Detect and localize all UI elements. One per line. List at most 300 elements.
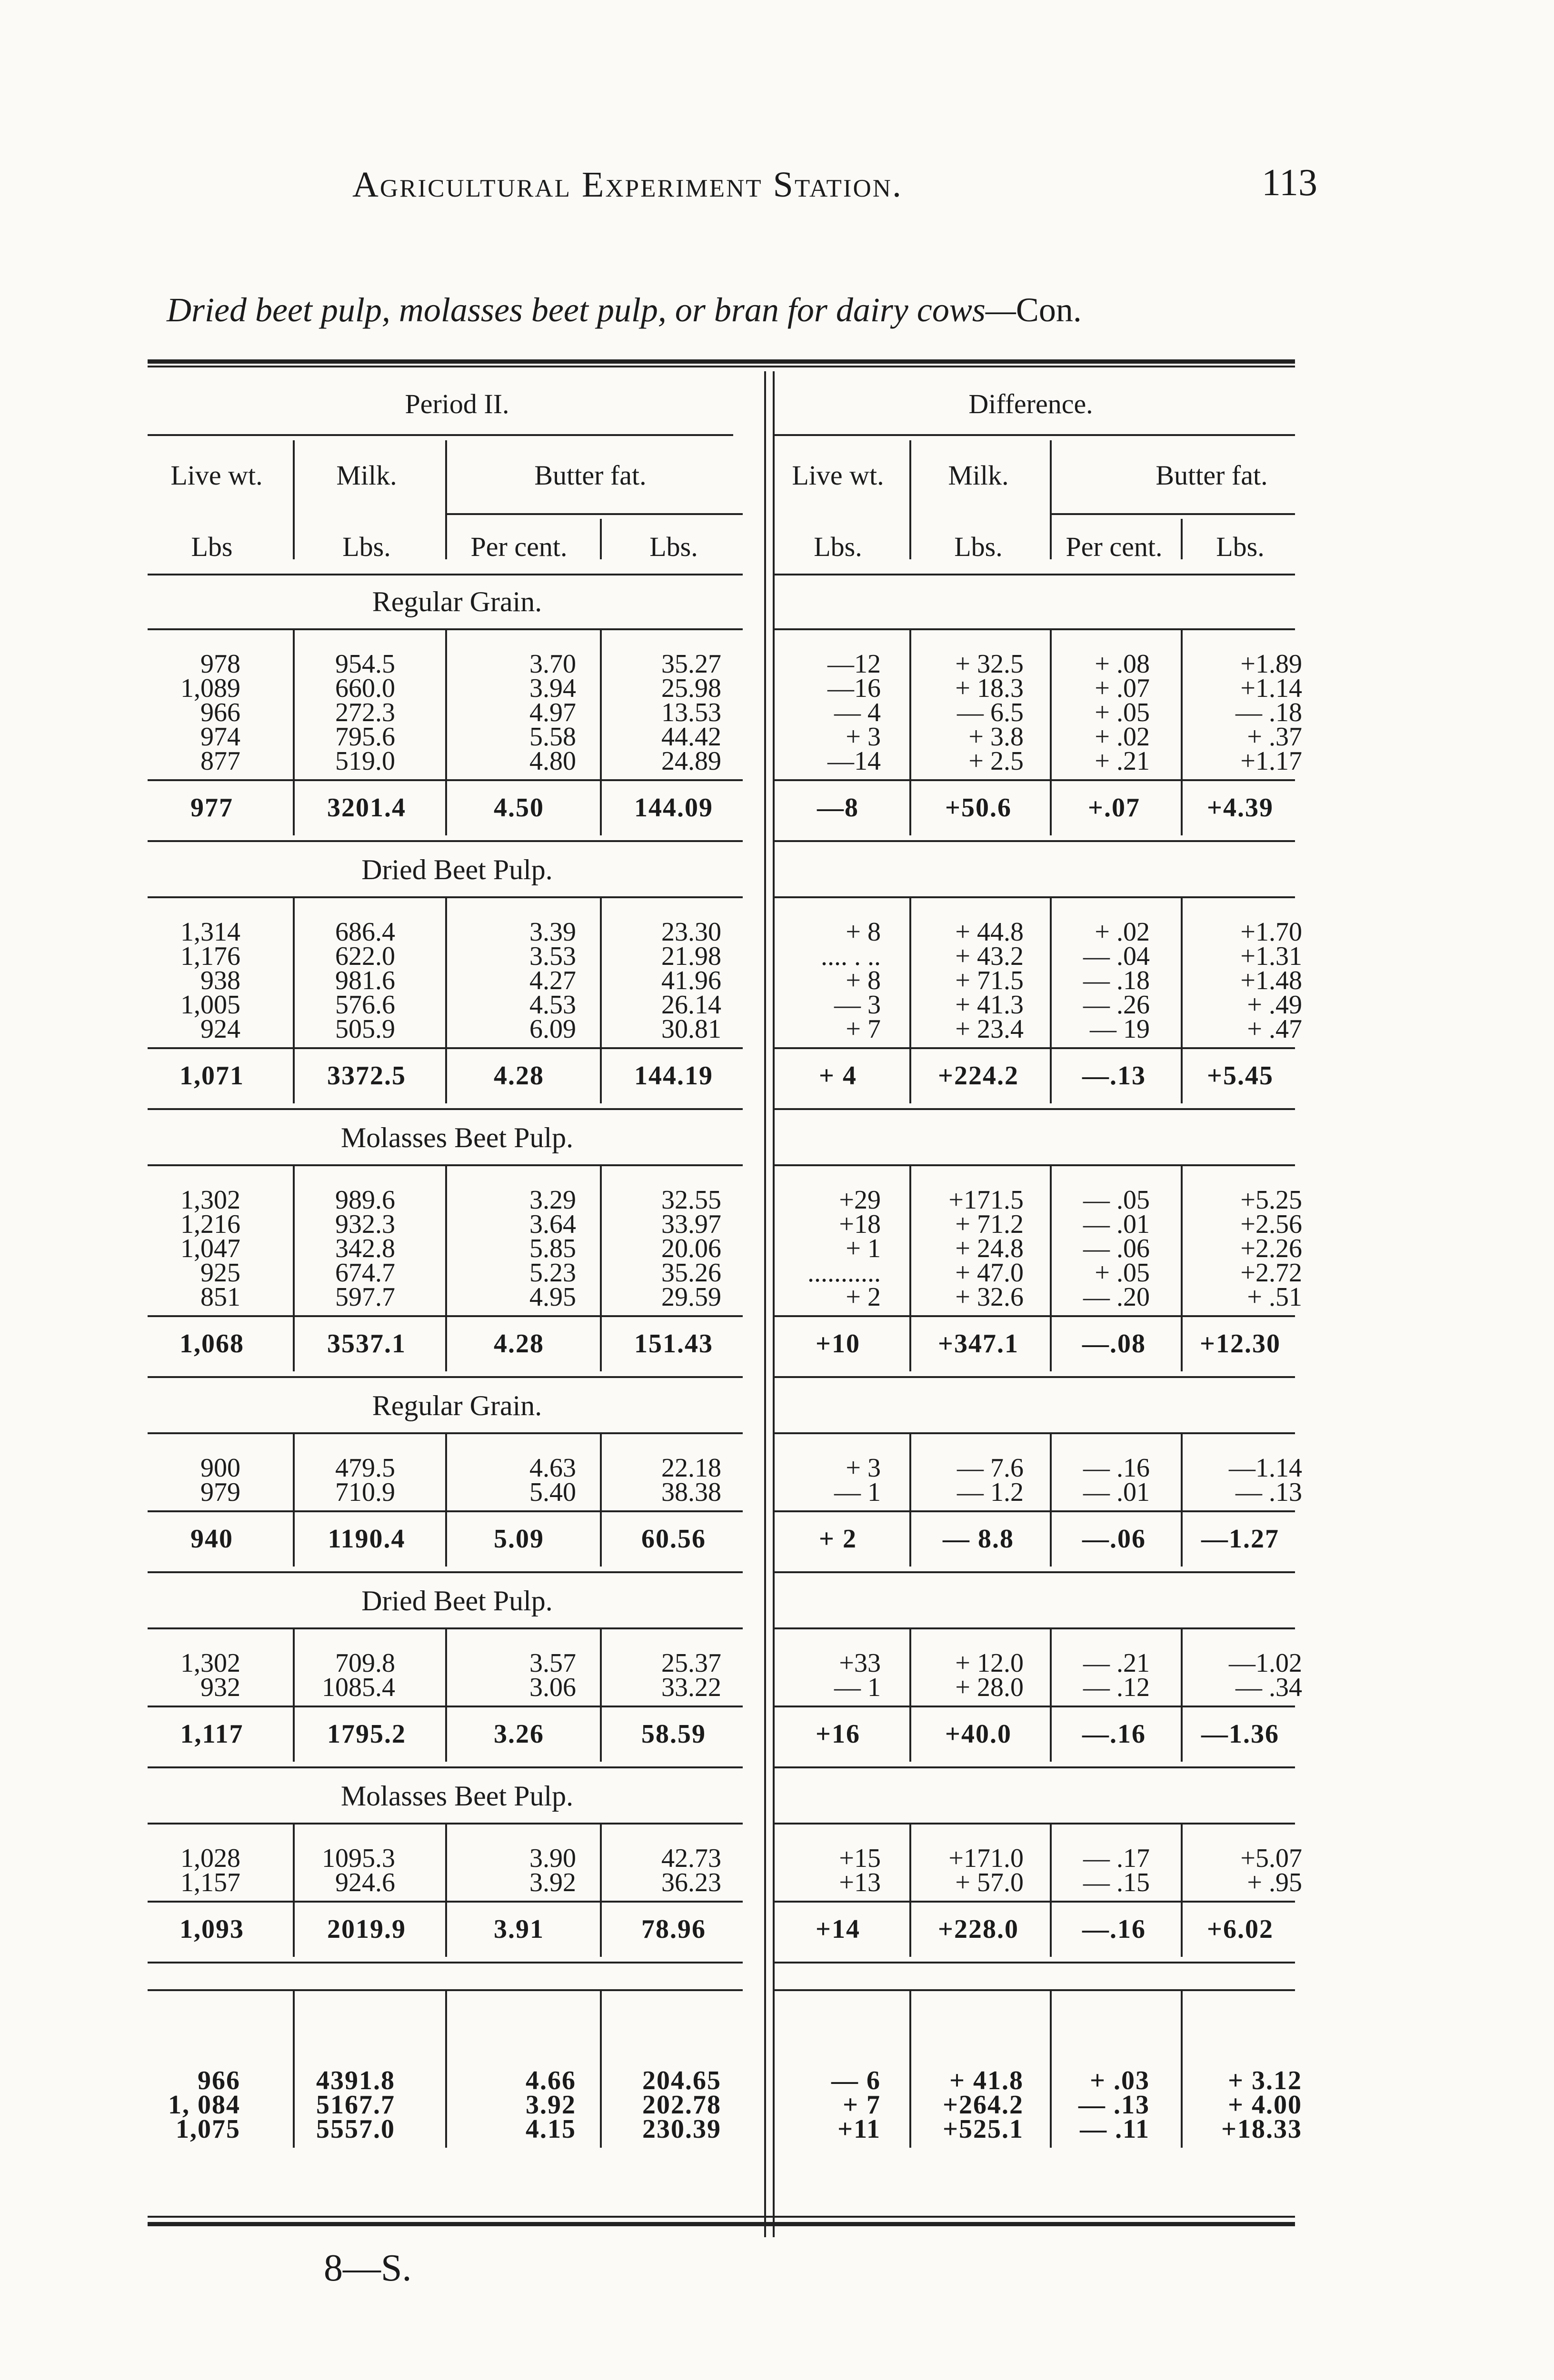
unit-header: Lbs. [954,531,1003,562]
data-cell: + 23.4 [955,1014,1024,1044]
data-cell: +5.25 [1240,1185,1302,1215]
rule-vertical [600,628,602,835]
summary-cell: + 7 [843,2090,881,2120]
data-cell: — 1 [834,1478,881,1507]
rule-vertical [909,1432,911,1567]
unit-header: Lbs. [342,531,391,562]
data-cell: — .17 [1083,1844,1150,1873]
section-total: —8 [817,793,859,823]
rule-vertical [293,1823,295,1957]
section-total: 4.50 [494,793,544,823]
data-cell: 4.63 [529,1453,576,1483]
diff-header-butter-fat: Butter fat. [1156,460,1268,491]
section-total: —1.36 [1201,1719,1279,1749]
section-title: Molasses Beet Pulp. [340,1780,574,1812]
rule-horizontal [774,779,1295,781]
data-cell: 4.53 [529,990,576,1020]
data-cell: 13.53 [661,698,721,727]
data-cell: + 8 [846,917,881,947]
summary-cell: 5557.0 [316,2114,395,2144]
section-total: 4.28 [494,1329,544,1359]
data-cell: 272.3 [335,698,395,727]
summary-cell: 4.15 [526,2114,576,2144]
data-cell: 979 [200,1478,240,1507]
data-cell: +2.56 [1240,1210,1302,1239]
data-cell: 36.23 [661,1868,721,1897]
rule-vertical [445,1627,447,1762]
data-cell: + .02 [1095,722,1150,752]
section-total: +347.1 [938,1329,1019,1359]
section-total: — 8.8 [943,1524,1014,1554]
data-cell: +1.70 [1240,917,1302,947]
rule-horizontal [148,359,1295,364]
data-cell: 35.26 [661,1258,721,1288]
data-cell: 3.53 [529,942,576,971]
data-cell: 35.27 [661,649,721,679]
data-cell: + .37 [1247,722,1302,752]
rule-horizontal [148,1376,743,1378]
section-total: + 4 [819,1061,857,1091]
data-cell: + 2 [846,1282,881,1312]
data-cell: — .20 [1083,1282,1150,1312]
page-number: 113 [1262,162,1318,204]
section-total: 940 [190,1524,233,1554]
data-cell: 932.3 [335,1210,395,1239]
data-cell: 924 [200,1014,240,1044]
data-cell: 25.98 [661,674,721,703]
rule-vertical [600,519,602,559]
data-cell: —16 [827,674,881,703]
data-cell: 576.6 [335,990,395,1020]
data-cell: 33.22 [661,1673,721,1702]
data-cell: 3.64 [529,1210,576,1239]
rule-vertical [1050,1823,1052,1957]
section-title: Regular Grain. [372,586,542,617]
data-cell: 3.39 [529,917,576,947]
data-cell: + 3 [846,722,881,752]
section-title: Regular Grain. [372,1390,542,1421]
col-header-milk: Milk. [336,460,397,491]
data-cell: + .47 [1247,1014,1302,1044]
data-cell: 5.40 [529,1478,576,1507]
data-cell: 622.0 [335,942,395,971]
data-cell: +2.26 [1240,1234,1302,1263]
rule-horizontal [774,896,1295,898]
data-cell: —14 [827,746,881,776]
summary-cell: — .13 [1078,2090,1150,2120]
rule-vertical [1050,1432,1052,1567]
data-cell: 21.98 [661,942,721,971]
rule-vertical [445,1432,447,1567]
data-cell: — .18 [1083,966,1150,995]
rule-vertical [445,628,447,835]
rule-horizontal [445,513,743,515]
data-cell: 3.90 [529,1844,576,1873]
section-total: +228.0 [938,1914,1019,1944]
rule-vertical [445,896,447,1103]
data-cell: 41.96 [661,966,721,995]
diff-header-milk: Milk. [948,460,1009,491]
rule-vertical [445,440,447,559]
data-cell: + 3.8 [968,722,1024,752]
data-cell: 44.42 [661,722,721,752]
data-cell: .... . .. [821,942,881,971]
summary-cell: + 41.8 [949,2066,1024,2095]
section-total: —1.27 [1201,1524,1279,1554]
section-total: +16 [816,1719,860,1749]
section-total: +4.39 [1207,793,1274,823]
data-cell: + .02 [1095,917,1150,947]
data-cell: 1,028 [180,1844,240,1873]
data-cell: +1.48 [1240,966,1302,995]
section-title: Dried Beet Pulp. [361,854,553,885]
rule-horizontal [148,434,733,436]
data-cell: — 1 [834,1673,881,1702]
data-cell: + 2.5 [968,746,1024,776]
data-cell: — 7.6 [957,1453,1024,1483]
section-total: —.16 [1082,1719,1146,1749]
data-cell: 710.9 [335,1478,395,1507]
unit-header: Per cent. [1066,531,1163,562]
section-total: 3.91 [494,1914,544,1944]
data-cell: 978 [200,649,240,679]
data-cell: 932 [200,1673,240,1702]
data-cell: + 1 [846,1234,881,1263]
rule-vertical [600,1432,602,1567]
section-total: +50.6 [945,793,1012,823]
rule-vertical [1181,519,1183,559]
data-cell: 4.80 [529,746,576,776]
rule-horizontal [148,840,743,842]
data-cell: + .21 [1095,746,1150,776]
data-cell: 3.94 [529,674,576,703]
data-cell: 709.8 [335,1648,395,1678]
data-cell: 20.06 [661,1234,721,1263]
data-cell: +1.14 [1240,674,1302,703]
data-cell: 660.0 [335,674,395,703]
data-cell: — .13 [1235,1478,1302,1507]
rule-horizontal [1050,513,1295,515]
rule-horizontal [148,1962,743,1964]
data-cell: 505.9 [335,1014,395,1044]
data-cell: 966 [200,698,240,727]
data-cell: 3.70 [529,649,576,679]
rule-horizontal [148,2216,1295,2218]
section-total: —.16 [1082,1914,1146,1944]
rule-vertical [445,1823,447,1957]
data-cell: + .08 [1095,649,1150,679]
section-total: +14 [816,1914,860,1944]
data-cell: — 1.2 [957,1478,1024,1507]
summary-cell: 4.66 [526,2066,576,2095]
rule-horizontal [774,434,1295,436]
rule-horizontal [148,1108,743,1110]
data-cell: — .06 [1083,1234,1150,1263]
data-cell: + 43.2 [955,942,1024,971]
caption-cont: Con. [1016,291,1082,329]
rule-horizontal [148,366,1295,367]
rule-vertical [293,1432,295,1567]
section-total: 1,071 [179,1061,244,1091]
section-total: 144.19 [634,1061,713,1091]
rule-vertical [1181,628,1183,835]
section-total: +6.02 [1207,1914,1274,1944]
summary-cell: + 4.00 [1228,2090,1302,2120]
rule-horizontal [774,1164,1295,1166]
section-total: 1,117 [180,1719,244,1749]
rule-horizontal [774,628,1295,630]
section-total: + 2 [819,1524,857,1554]
data-cell: — .16 [1083,1453,1150,1483]
data-cell: + 32.5 [955,649,1024,679]
summary-cell: 1, 084 [168,2090,240,2120]
data-cell: + 44.8 [955,917,1024,947]
rule-horizontal [774,1432,1295,1434]
section-total: 60.56 [641,1524,706,1554]
data-cell: — .04 [1083,942,1150,971]
rule-vertical [909,1164,911,1371]
data-cell: 3.92 [529,1868,576,1897]
section-total: 151.43 [634,1329,713,1359]
rule-vertical [1181,1164,1183,1371]
data-cell: 29.59 [661,1282,721,1312]
rule-vertical [600,1823,602,1957]
summary-cell: 204.65 [642,2066,721,2095]
unit-header: Lbs. [649,531,698,562]
rule-vertical [1050,1164,1052,1371]
data-cell: 1,089 [180,674,240,703]
data-cell: — .15 [1083,1868,1150,1897]
data-cell: + 71.2 [955,1210,1024,1239]
rule-vertical [909,1823,911,1957]
data-cell: +5.07 [1240,1844,1302,1873]
data-cell: 38.38 [661,1478,721,1507]
data-cell: +15 [839,1844,881,1873]
unit-header: Lbs. [1216,531,1265,562]
data-cell: 1,005 [180,990,240,1020]
unit-header: Lbs. [814,531,862,562]
data-cell: + .05 [1095,1258,1150,1288]
data-cell: 954.5 [335,649,395,679]
rule-horizontal [774,1315,1295,1317]
summary-cell: 202.78 [642,2090,721,2120]
data-cell: + 7 [846,1014,881,1044]
col-header-live-wt: Live wt. [170,460,263,491]
section-total: +10 [816,1329,860,1359]
data-cell: + 41.3 [955,990,1024,1020]
section-total: —.08 [1082,1329,1146,1359]
data-cell: +33 [839,1648,881,1678]
data-cell: 3.57 [529,1648,576,1678]
data-cell: + 28.0 [955,1673,1024,1702]
section-total: 2019.9 [327,1914,406,1944]
data-cell: + 71.5 [955,966,1024,995]
data-cell: 686.4 [335,917,395,947]
signature-mark: 8—S. [324,2247,412,2289]
data-cell: +13 [839,1868,881,1897]
rule-vertical [1181,1823,1183,1957]
data-cell: —1.14 [1229,1453,1302,1483]
data-cell: 938 [200,966,240,995]
data-cell: — .26 [1083,990,1150,1020]
section-total: 1795.2 [327,1719,406,1749]
data-cell: 26.14 [661,990,721,1020]
summary-cell: +11 [837,2114,881,2144]
group-header-period: Period II. [405,388,509,419]
data-cell: 974 [200,722,240,752]
data-cell: 989.6 [335,1185,395,1215]
data-cell: 1,314 [180,917,240,947]
data-cell: — .05 [1083,1185,1150,1215]
data-cell: — 6.5 [957,698,1024,727]
rule-horizontal [148,2222,1295,2226]
rule-horizontal [774,1047,1295,1049]
data-cell: 981.6 [335,966,395,995]
data-cell: —1.02 [1229,1648,1302,1678]
data-cell: 1,302 [180,1648,240,1678]
data-cell: + 47.0 [955,1258,1024,1288]
section-total: 5.09 [494,1524,544,1554]
data-cell: 795.6 [335,722,395,752]
rule-vertical [293,440,295,559]
data-cell: 851 [200,1282,240,1312]
rule-vertical [1181,1989,1183,2148]
data-cell: 23.30 [661,917,721,947]
rule-vertical [1050,628,1052,835]
rule-horizontal [774,1510,1295,1512]
summary-cell: +525.1 [943,2114,1024,2144]
section-total: +40.0 [945,1719,1012,1749]
data-cell: — .12 [1083,1673,1150,1702]
section-title: Dried Beet Pulp. [361,1585,553,1616]
data-cell: 597.7 [335,1282,395,1312]
data-cell: + .49 [1247,990,1302,1020]
rule-vertical [293,1627,295,1762]
data-cell: +29 [839,1185,881,1215]
unit-header: Lbs [191,531,233,562]
section-total: 1,093 [179,1914,244,1944]
section-total: +.07 [1088,793,1140,823]
rule-horizontal [148,1571,743,1573]
rule-horizontal [774,1571,1295,1573]
data-cell: 1,047 [180,1234,240,1263]
data-cell: 1,157 [180,1868,240,1897]
data-cell: 4.95 [529,1282,576,1312]
section-total: +224.2 [938,1061,1019,1091]
section-total: 3201.4 [327,793,406,823]
data-cell: + .95 [1247,1868,1302,1897]
rule-horizontal [774,1766,1295,1768]
data-cell: 5.58 [529,722,576,752]
rule-horizontal [774,1962,1295,1964]
data-cell: 3.29 [529,1185,576,1215]
data-cell: — .01 [1083,1210,1150,1239]
data-cell: 22.18 [661,1453,721,1483]
section-total: 977 [190,793,233,823]
rule-horizontal [774,574,1295,575]
rule-vertical [600,1164,602,1371]
rule-horizontal [774,1901,1295,1903]
rule-vertical [909,896,911,1103]
data-cell: + .05 [1095,698,1150,727]
section-total: +5.45 [1207,1061,1274,1091]
section-total: —.13 [1082,1061,1146,1091]
data-cell: 6.09 [529,1014,576,1044]
rule-horizontal [774,1627,1295,1629]
data-cell: +1.89 [1240,649,1302,679]
rule-horizontal [774,1823,1295,1825]
data-cell: 1085.4 [322,1673,395,1702]
section-total: +12.30 [1200,1329,1281,1359]
data-cell: +171.0 [948,1844,1024,1873]
data-cell: + .07 [1095,674,1150,703]
rule-horizontal [148,574,743,575]
data-cell: 42.73 [661,1844,721,1873]
data-cell: 25.37 [661,1648,721,1678]
summary-cell: +264.2 [943,2090,1024,2120]
summary-cell: 5167.7 [316,2090,395,2120]
section-total: 1190.4 [328,1524,406,1554]
data-cell: + 18.3 [955,674,1024,703]
data-cell: 3.06 [529,1673,576,1702]
rule-vertical [1181,896,1183,1103]
data-cell: 4.97 [529,698,576,727]
data-cell: 30.81 [661,1014,721,1044]
rule-horizontal [148,1766,743,1768]
rule-vertical [909,1989,911,2148]
summary-cell: 1,075 [176,2114,240,2144]
data-cell: 1,176 [180,942,240,971]
data-cell: — .18 [1235,698,1302,727]
data-cell: 33.97 [661,1210,721,1239]
data-cell: 342.8 [335,1234,395,1263]
rule-horizontal [774,1376,1295,1378]
data-cell: 5.23 [529,1258,576,1288]
data-cell: +1.31 [1240,942,1302,971]
rule-horizontal [774,1706,1295,1707]
rule-vertical [909,628,911,835]
data-cell: — .01 [1083,1478,1150,1507]
data-cell: 4.27 [529,966,576,995]
rule-vertical [293,1989,295,2148]
data-cell: — 19 [1090,1014,1150,1044]
data-cell: 900 [200,1453,240,1483]
group-header-difference: Difference. [968,388,1093,419]
rule-vertical [445,1164,447,1371]
section-total: 144.09 [634,793,713,823]
data-cell: 1,216 [180,1210,240,1239]
data-cell: 1,302 [180,1185,240,1215]
summary-cell: 4391.8 [316,2066,395,2095]
rule-vertical [293,1164,295,1371]
summary-cell: + .03 [1090,2066,1150,2095]
rule-horizontal [774,1989,1295,1991]
section-total: 3537.1 [327,1329,406,1359]
data-cell: — 3 [834,990,881,1020]
summary-cell: 3.92 [526,2090,576,2120]
data-cell: +1.17 [1240,746,1302,776]
rule-horizontal [774,840,1295,842]
data-cell: + 32.6 [955,1282,1024,1312]
data-cell: ........... [807,1258,881,1288]
data-cell: + 8 [846,966,881,995]
data-cell: +171.5 [948,1185,1024,1215]
rule-vertical [1050,1627,1052,1762]
data-cell: 924.6 [335,1868,395,1897]
section-total: —.06 [1082,1524,1146,1554]
data-cell: + 3 [846,1453,881,1483]
data-cell: 1095.3 [322,1844,395,1873]
